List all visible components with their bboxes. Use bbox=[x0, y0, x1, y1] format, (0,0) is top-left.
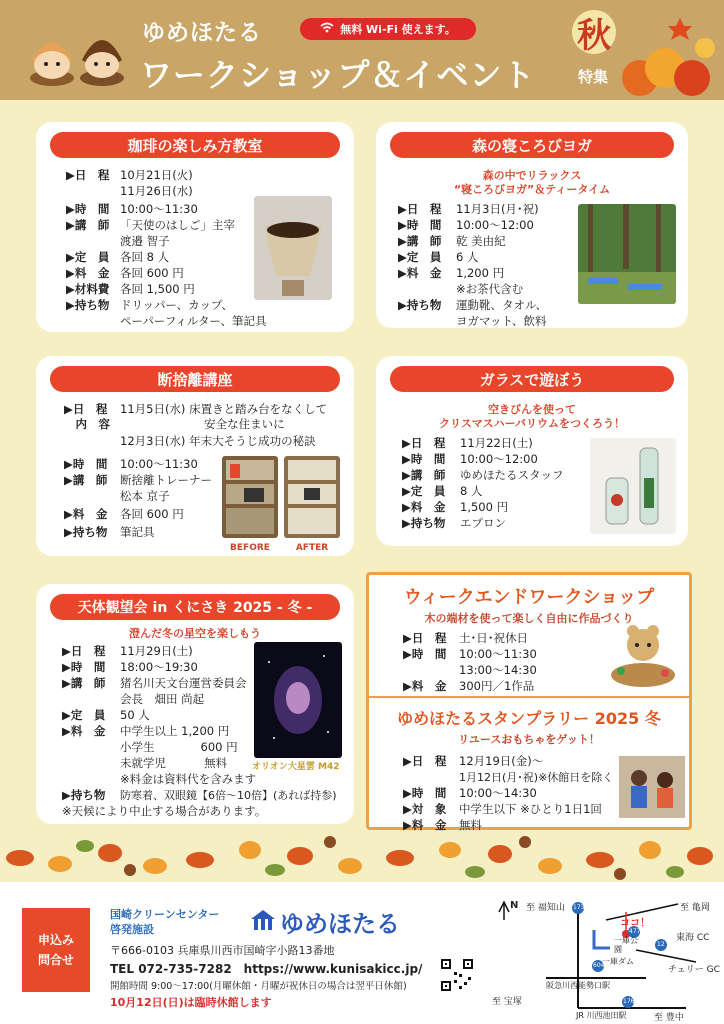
stamp-rally-section bbox=[369, 698, 689, 832]
coffee-value: 10:00～11:30 bbox=[120, 202, 198, 216]
weekend-label: ▶時 間 bbox=[403, 647, 447, 661]
coffee-dripper-photo bbox=[254, 196, 332, 300]
yoga-value: 11月3日(月･祝) bbox=[456, 202, 539, 216]
yoga-label: ▶持ち物 bbox=[398, 298, 442, 312]
closure-notice: 10月12日(日)は臨時休館します bbox=[110, 996, 272, 1009]
stargazing-card bbox=[36, 584, 354, 824]
coffee-value: 渡邉 智子 bbox=[120, 234, 170, 248]
contact-label: 問合せ bbox=[37, 953, 74, 967]
coffee-class-card bbox=[36, 122, 354, 332]
weekend-value: 13:00～14:30 bbox=[459, 663, 537, 677]
coffee-label: ▶定 員 bbox=[66, 250, 110, 264]
coffee-label: ▶講 師 bbox=[66, 218, 110, 232]
glass-label: ▶講 師 bbox=[402, 468, 446, 482]
astro-label: ▶日 程 bbox=[62, 644, 106, 658]
glass-value: ゆめほたるスタッフ bbox=[460, 468, 564, 482]
herbarium-bottles-photo bbox=[590, 438, 676, 534]
danshari-label: ▶日 程 bbox=[64, 402, 108, 416]
coffee-value: 各回 1,500 円 bbox=[120, 282, 195, 296]
astro-value: 中学生以上 1,200 円 bbox=[120, 724, 230, 738]
org-type: 啓発施設 bbox=[110, 923, 154, 936]
header-title-line2: ワークショップ＆イベント bbox=[140, 56, 536, 94]
opening-hours: 開館時間 9:00～17:00(月曜休館・月曜が祝休日の場合は翌平日休館) bbox=[110, 981, 407, 992]
coffee-label: ▶持ち物 bbox=[66, 298, 110, 312]
logo-text: ゆめほたる bbox=[280, 910, 400, 938]
yoga-value: 10:00～12:00 bbox=[456, 218, 534, 232]
map-to-toyonaka: 至 豊中 bbox=[654, 1013, 684, 1023]
apply-label: 申込み bbox=[37, 933, 74, 947]
address: 〒666-0103 兵庫県川西市国崎字小路13番地 bbox=[110, 944, 335, 957]
danshari-label: ▶時 間 bbox=[64, 457, 108, 471]
children-playing-photo bbox=[619, 756, 685, 818]
stamp-value: 中学生以下 ※ひとり1日1回 bbox=[459, 802, 602, 816]
yoga-label: ▶料 金 bbox=[398, 266, 442, 280]
autumn-leaves-border bbox=[0, 828, 724, 883]
forest-yoga-title: 森の寝ころびヨガ bbox=[390, 132, 674, 158]
astro-label: ▶定 員 bbox=[62, 708, 106, 722]
map-park: 一庫公園 bbox=[614, 936, 638, 954]
map-dam: 一庫ダム bbox=[602, 957, 634, 966]
route-173: 173 bbox=[573, 904, 585, 911]
access-map bbox=[486, 890, 720, 1023]
forest-yoga-card bbox=[376, 122, 688, 328]
danshari-value: 断捨離トレーナー bbox=[120, 473, 212, 487]
wifi-label: 無料 Wi-Fi 使えます。 bbox=[340, 23, 456, 36]
danshari-value: 各回 600 円 bbox=[120, 507, 184, 521]
yoga-label: ▶定 員 bbox=[398, 250, 442, 264]
before-shelf-photo bbox=[222, 456, 278, 538]
astro-value: 猪名川天文台運営委員会 bbox=[120, 676, 247, 690]
special-label: 特集 bbox=[578, 68, 609, 86]
astro-label: ▶講 師 bbox=[62, 676, 106, 690]
route-604: 604 bbox=[593, 962, 605, 969]
coffee-value: 各回 600 円 bbox=[120, 266, 184, 280]
weekend-workshop-subtitle: 木の端材を使って楽しく自由に作品づくり bbox=[424, 612, 634, 625]
weekend-value: 10:00～11:30 bbox=[459, 647, 537, 661]
weekend-label: ▶料 金 bbox=[403, 679, 447, 693]
org-name: 国崎クリーンセンター bbox=[110, 908, 220, 921]
orion-caption: オリオン大星雲 M42 bbox=[252, 762, 340, 772]
yoga-label: ▶時 間 bbox=[398, 218, 442, 232]
astro-value: 会長 畑田 尚起 bbox=[120, 692, 205, 706]
apply-contact-box bbox=[22, 908, 90, 992]
danshari-value: 12月3日(水) 年末大そうじ成功の秘訣 bbox=[120, 434, 316, 448]
header bbox=[0, 0, 724, 100]
stamp-value: 1月12日(月･祝)※休館日を除く bbox=[459, 771, 614, 784]
glass-subtitle: クリスマスハーバリウムをつくろう！ bbox=[439, 417, 625, 430]
yoga-value: 6 人 bbox=[456, 250, 479, 264]
qr-code-icon[interactable] bbox=[440, 958, 474, 992]
coffee-value: ドリッパー、カップ、 bbox=[120, 298, 234, 312]
autumn-leaves-decoration bbox=[620, 8, 720, 98]
coffee-value: 10月21日(火) bbox=[120, 168, 193, 182]
danshari-value: 11月5日(水) 床置きと踏み台をなくして bbox=[120, 402, 328, 416]
glass-label: ▶定 員 bbox=[402, 484, 446, 498]
stamp-value: 12月19日(金)～ bbox=[459, 754, 544, 768]
house-logo-icon bbox=[250, 909, 276, 935]
yoga-label: ▶講 師 bbox=[398, 234, 442, 248]
astro-value: 未就学児 無料 bbox=[120, 756, 228, 770]
astro-value: ※料金は資料代を含みます bbox=[120, 772, 257, 786]
coffee-label: ▶日 程 bbox=[66, 168, 110, 182]
danshari-label: ▶持ち物 bbox=[64, 525, 108, 539]
route-176: 176 bbox=[623, 998, 635, 1005]
map-cherry-gc: チェリー GC bbox=[668, 965, 720, 975]
glass-value: 8 人 bbox=[460, 484, 483, 498]
map-station-hankyu: 阪急川西能勢口駅 bbox=[546, 981, 610, 990]
coffee-class-title: 珈琲の楽しみ方教室 bbox=[50, 132, 340, 158]
astro-value: 防寒着、双眼鏡【6倍～10倍】(あれば持参) bbox=[120, 789, 337, 802]
phone-and-url[interactable]: TEL 072-735-7282 https://www.kunisakicc.jp/ bbox=[110, 962, 423, 976]
glass-label: ▶料 金 bbox=[402, 500, 446, 514]
wooden-craft-photo bbox=[607, 613, 679, 689]
after-shelf-photo bbox=[284, 456, 340, 538]
stamp-rally-title: ゆめほたるスタンプラリー 2025 冬 bbox=[397, 709, 661, 728]
danshari-value: 10:00～11:30 bbox=[120, 457, 198, 471]
yumehotaru-logo bbox=[250, 904, 400, 939]
after-label: AFTER bbox=[295, 543, 329, 553]
forest-yoga-photo bbox=[578, 204, 676, 304]
stamp-label: ▶日 程 bbox=[403, 754, 447, 768]
glass-label: ▶日 程 bbox=[402, 436, 446, 450]
danshari-card bbox=[36, 356, 354, 556]
coffee-label: ▶料 金 bbox=[66, 266, 110, 280]
map-station-jr: JR 川西池田駅 bbox=[576, 1011, 627, 1020]
danshari-label: ▶料 金 bbox=[64, 507, 108, 521]
astro-note: ※天候により中止する場合があります。 bbox=[62, 804, 267, 818]
astro-label: ▶持ち物 bbox=[62, 788, 106, 802]
glass-value: 11月22日(土) bbox=[460, 436, 533, 450]
coffee-value: ペーパーフィルター、筆記具 bbox=[120, 314, 267, 328]
chestnut-mascots-illustration bbox=[22, 20, 132, 90]
before-label: BEFORE bbox=[230, 543, 270, 553]
astro-value: 11月29日(土) bbox=[120, 644, 193, 658]
danshari-title: 断捨離講座 bbox=[50, 366, 340, 392]
map-tokai-cc: 東海 CC bbox=[676, 933, 710, 943]
glass-subtitle: 空きびんを使って bbox=[488, 403, 576, 416]
astro-value: 18:00～19:30 bbox=[120, 660, 198, 674]
yoga-value: 1,200 円 bbox=[456, 266, 505, 280]
yoga-subtitle: “寝ころびヨガ”＆ティータイム bbox=[453, 183, 611, 196]
yoga-subtitle: 森の中でリラックス bbox=[482, 169, 582, 182]
orion-nebula-photo bbox=[254, 642, 342, 758]
danshari-value: 安全な住まいに bbox=[120, 417, 285, 431]
glass-title: ガラスで遊ぼう bbox=[390, 366, 674, 392]
danshari-value: 筆記具 bbox=[120, 525, 155, 539]
stargazing-title: 天体観望会 in くにさき 2025 - 冬 - bbox=[50, 594, 340, 620]
stamp-label: ▶時 間 bbox=[403, 786, 447, 800]
coffee-label: ▶材料費 bbox=[66, 282, 110, 296]
map-to-takarazuka: 至 宝塚 bbox=[492, 997, 522, 1007]
yoga-value: ※お茶代含む bbox=[456, 282, 524, 296]
stamp-value: 10:00～14:30 bbox=[459, 786, 537, 800]
route-477: 477 bbox=[629, 928, 641, 935]
map-to-kameoka: 至 亀岡 bbox=[680, 903, 710, 913]
coffee-value: 各回 8 人 bbox=[120, 250, 170, 264]
wifi-badge bbox=[300, 18, 476, 40]
map-north: N bbox=[510, 900, 519, 911]
glass-label: ▶時 間 bbox=[402, 452, 446, 466]
astro-value: 小学生 600 円 bbox=[120, 740, 238, 754]
astro-value: 50 人 bbox=[120, 708, 150, 722]
glass-card bbox=[376, 356, 688, 546]
glass-value: エプロン bbox=[460, 516, 506, 530]
weekend-value: 300円／1作品 bbox=[459, 679, 535, 693]
weekend-value: 土･日･祝休日 bbox=[459, 631, 528, 645]
coffee-label: ▶時 間 bbox=[66, 202, 110, 216]
stamp-rally-subtitle: リユースおもちゃをゲット！ bbox=[458, 733, 600, 746]
coffee-value: 11月26日(水) bbox=[120, 184, 193, 198]
weekend-label: ▶日 程 bbox=[403, 631, 447, 645]
yoga-value: ヨガマット、飲料 bbox=[456, 314, 547, 328]
danshari-value: 松本 京子 bbox=[120, 489, 170, 503]
glass-value: 10:00～12:00 bbox=[460, 452, 538, 466]
yoga-value: 乾 美由紀 bbox=[456, 234, 506, 248]
stamp-value: 無料 bbox=[459, 818, 482, 832]
stargazing-subtitle: 澄んだ冬の星空を楽しもう bbox=[129, 627, 261, 640]
route-12: 12 bbox=[657, 941, 665, 948]
map-to-fukuchiyama: 至 福知山 bbox=[526, 903, 565, 913]
stamp-label: ▶対 象 bbox=[403, 802, 447, 816]
yoga-value: 運動靴、タオル、 bbox=[456, 298, 548, 312]
danshari-label: ▶講 師 bbox=[64, 473, 108, 487]
glass-label: ▶持ち物 bbox=[402, 516, 446, 530]
autumn-badge: 秋 bbox=[572, 10, 616, 54]
header-title-line1: ゆめほたる bbox=[142, 20, 262, 46]
stamp-label: ▶料 金 bbox=[403, 818, 447, 832]
yoga-label: ▶日 程 bbox=[398, 202, 442, 216]
weekend-workshop-title: ウィークエンドワークショップ bbox=[403, 587, 655, 608]
astro-label: ▶料 金 bbox=[62, 724, 106, 738]
danshari-label: 内 容 bbox=[64, 417, 110, 431]
glass-value: 1,500 円 bbox=[460, 500, 509, 514]
wifi-icon bbox=[320, 22, 334, 36]
weekend-workshop-section bbox=[369, 575, 689, 695]
astro-label: ▶時 間 bbox=[62, 660, 106, 674]
map-here-marker: ココ！ bbox=[620, 918, 650, 929]
coffee-value: 「天使のはしご」主宰 bbox=[120, 218, 235, 232]
